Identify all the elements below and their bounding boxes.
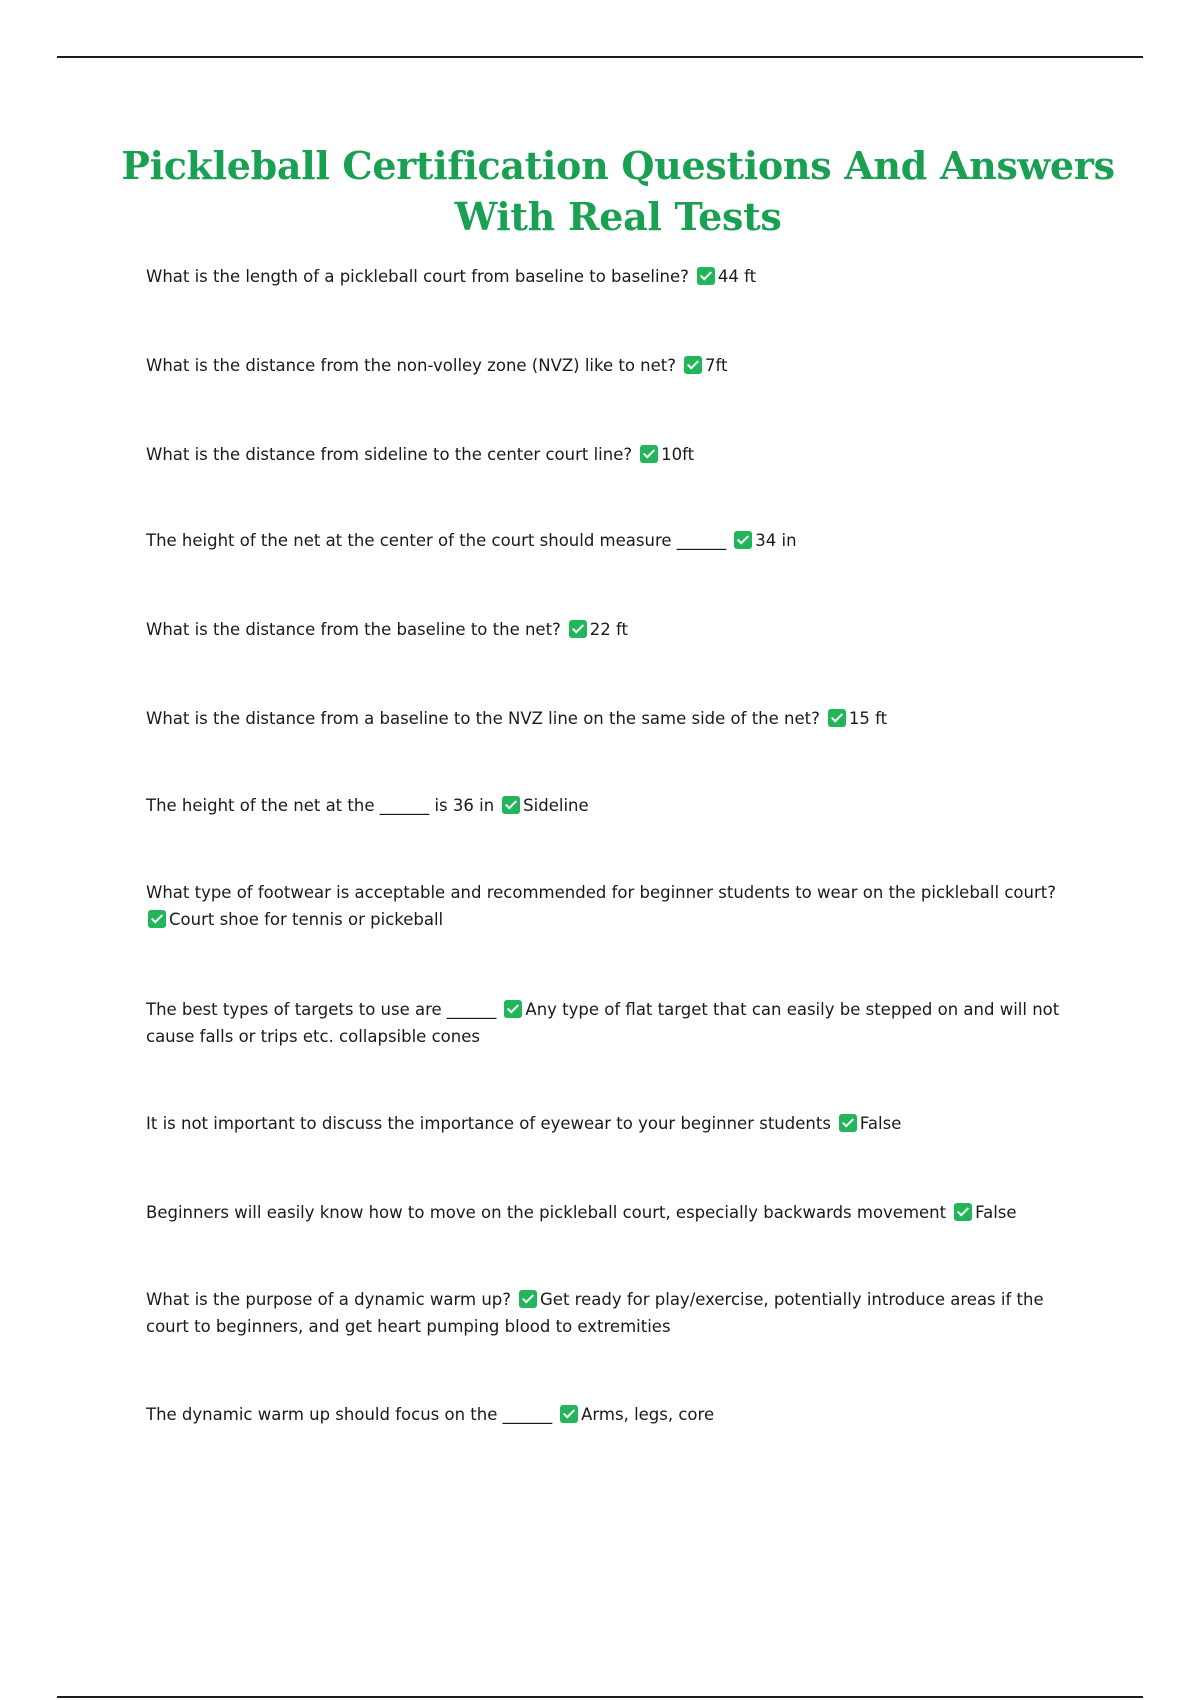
checkmark-icon: [954, 1203, 972, 1221]
qa-item-4: [146, 527, 1086, 554]
answer-text: False: [975, 1203, 1017, 1222]
question-text: The height of the net at the ______ is 36 in: [146, 796, 495, 815]
qa-item-10: [146, 1110, 1086, 1137]
checkmark-icon: [569, 620, 587, 638]
checkmark-icon: [640, 445, 658, 463]
answer-text: Court shoe for tennis or pickeball: [169, 910, 444, 929]
answer-text: 34 in: [755, 531, 797, 550]
checkmark-icon: [839, 1114, 857, 1132]
checkmark-icon: [828, 709, 846, 727]
checkmark-icon: [504, 1000, 522, 1018]
question-text: It is not important to discuss the importance of eyewear to your beginner students: [146, 1114, 831, 1133]
qa-item-13: [146, 1401, 1086, 1428]
checkmark-icon: [697, 267, 715, 285]
answer-text: False: [859, 1114, 902, 1133]
qa-item-6: [146, 705, 1086, 732]
answer-text: 44 ft: [717, 267, 757, 286]
answer-text: Sideline: [523, 796, 589, 815]
checkmark-icon: [148, 910, 166, 928]
checkmark-icon: [734, 531, 752, 549]
document-title: Pickleball Certification Questions And Answers With Real Tests: [121, 143, 1115, 239]
bottom-rule: [57, 1696, 1143, 1698]
question-text: What is the distance from the baseline to the net?: [146, 620, 561, 639]
answer-text: 22 ft: [589, 620, 629, 639]
qa-item-12: [146, 1286, 1086, 1340]
qa-item-5: [146, 616, 1086, 643]
question-text: What is the distance from sideline to the center court line?: [146, 445, 633, 464]
answer-text: 15 ft: [848, 709, 888, 728]
question-text: The dynamic warm up should focus on the ______: [146, 1405, 553, 1424]
question-text: What is the distance from a baseline to the NVZ line on the same side of the net?: [146, 709, 820, 728]
qa-item-9: [146, 996, 1086, 1050]
question-text: What is the distance from the non-volley zone (NVZ) like to net?: [146, 356, 677, 375]
question-text: The best types of targets to use are ______: [146, 1000, 497, 1019]
answer-text: 7ft: [705, 356, 728, 375]
checkmark-icon: [502, 796, 520, 814]
answer-text: Get ready for play/exercise, potentially introduce areas if the court to beginners, and get heart pumping blood to extremities: [146, 1290, 1044, 1336]
checkmark-icon: [684, 356, 702, 374]
qa-item-1: [146, 263, 1086, 290]
question-text: Beginners will easily know how to move on the pickleball court, especially backwards movement: [146, 1203, 947, 1222]
top-rule: [57, 56, 1143, 58]
qa-item-3: [146, 441, 1086, 468]
answer-text: Any type of flat target that can easily be stepped on and will not cause falls or trips etc. collapsible cones: [146, 1000, 1060, 1046]
qa-item-2: [146, 352, 1086, 379]
checkmark-icon: [560, 1405, 578, 1423]
answer-text: Arms, legs, core: [581, 1405, 715, 1424]
qa-item-8: [146, 879, 1086, 933]
qa-item-7: [146, 792, 1086, 819]
qa-item-11: [146, 1199, 1086, 1226]
question-text: What is the purpose of a dynamic warm up?: [146, 1290, 512, 1309]
question-text: What is the length of a pickleball court from baseline to baseline?: [146, 267, 689, 286]
checkmark-icon: [519, 1290, 537, 1308]
question-text: What type of footwear is acceptable and recommended for beginner students to wear on the pickleball court?: [146, 883, 1056, 902]
answer-text: 10ft: [661, 445, 695, 464]
question-text: The height of the net at the center of the court should measure ______: [146, 531, 727, 550]
